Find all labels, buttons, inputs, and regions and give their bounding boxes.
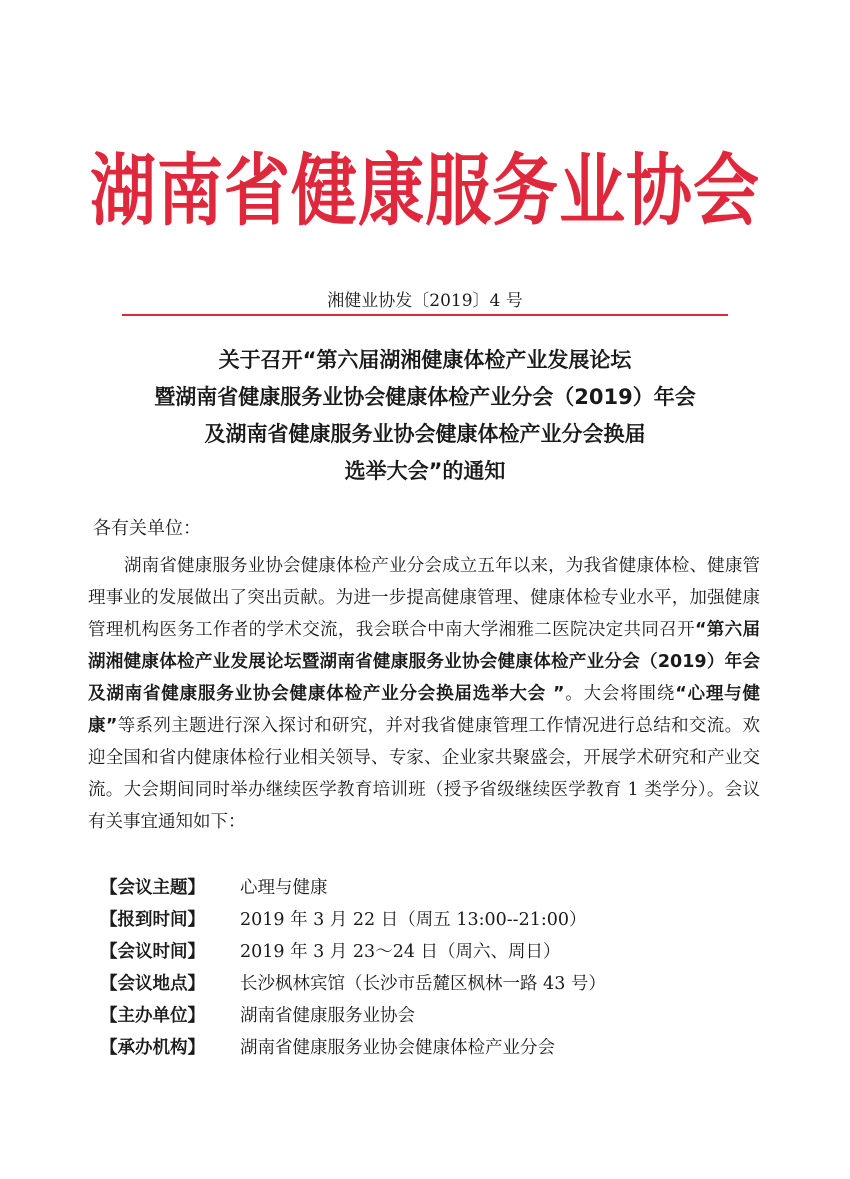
detail-key: 【主办单位】	[100, 1006, 205, 1026]
theme-emphasis: “心理与健康”	[88, 684, 760, 736]
detail-row-organizer	[100, 1032, 760, 1064]
detail-value: 2019 年 3 月 23～24 日（周六、周日）	[240, 942, 561, 962]
detail-row-checkin-time	[100, 904, 760, 936]
document-number: 湘健业协发〔2019〕4 号	[327, 291, 523, 311]
detail-key: 【会议地点】	[100, 974, 205, 994]
detail-row-meeting-time	[100, 936, 760, 968]
body-paragraph	[88, 550, 760, 838]
notice-title	[100, 342, 750, 490]
detail-value: 心理与健康	[240, 878, 328, 898]
notice-title-line: 暨湖南省健康服务业协会健康体检产业分会（2019）年会	[154, 385, 696, 409]
notice-title-line: 选举大会”的通知	[344, 459, 506, 483]
event-name-emphasis: “第六届湖湘健康体检产业发展论坛暨湖南省健康服务业协会健康体检产业分会（2019）年会及湖南省健康服务业协会健康体检产业分会换届选举大会 ”	[88, 620, 760, 704]
detail-key: 【报到时间】	[100, 910, 205, 930]
detail-value: 2019 年 3 月 22 日（周五 13:00--21:00）	[240, 910, 587, 930]
detail-key: 【会议主题】	[100, 878, 205, 898]
detail-value: 湖南省健康服务业协会	[240, 1006, 415, 1026]
body-text-segment: 等系列主题进行深入探讨和研究，并对我省健康管理工作情况进行总结和交流。欢迎全国和省内健康体检行业相关领导、专家、企业家共聚盛会，开展学术研究和产业交流。大会期间同时举办继续医学教育培训班（授予省级继续医学教育 1 类学分）。会议有关事宜通知如下：	[88, 716, 760, 832]
body-text-segment: 湖南省健康服务业协会健康体检产业分会成立五年以来，为我省健康体检、健康管理事业的发展做出了突出贡献。为进一步提高健康管理、健康体检专业水平，加强健康管理机构医务工作者的学术交流，我会联合中南大学湘雅二医院决定共同召开	[88, 556, 760, 640]
notice-title-line: 及湖南省健康服务业协会健康体检产业分会换届	[204, 422, 646, 446]
letterhead-divider	[122, 314, 728, 316]
detail-row-host	[100, 1000, 760, 1032]
org-letterhead-title: 湖南省健康服务业协会	[90, 145, 760, 237]
detail-row-venue	[100, 968, 760, 1000]
detail-row-theme	[100, 872, 760, 904]
salutation: 各有关单位：	[93, 518, 201, 539]
detail-key: 【会议时间】	[100, 942, 205, 962]
detail-value: 湖南省健康服务业协会健康体检产业分会	[240, 1038, 555, 1058]
body-text-segment: 。大会将围绕	[564, 684, 676, 704]
detail-value: 长沙枫林宾馆（长沙市岳麓区枫林一路 43 号）	[240, 974, 606, 994]
meeting-details-list	[100, 872, 760, 1064]
detail-key: 【承办机构】	[100, 1038, 205, 1058]
notice-title-line: 关于召开“第六届湖湘健康体检产业发展论坛	[218, 348, 632, 372]
